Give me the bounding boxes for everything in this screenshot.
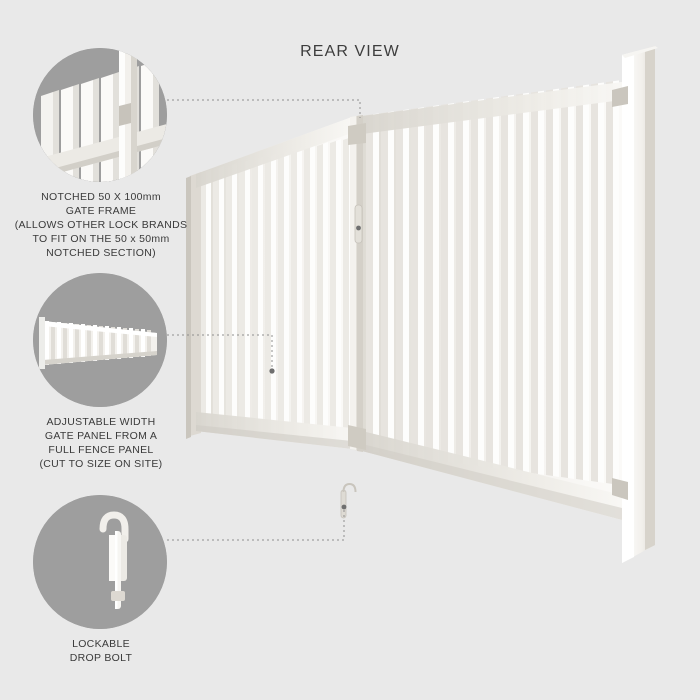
callout-lockable-drop-bolt: [33, 495, 167, 629]
lock-marker: [355, 205, 362, 243]
caption-line: NOTCHED SECTION): [46, 247, 156, 259]
caption-line: (ALLOWS OTHER LOCK BRANDS: [14, 219, 188, 231]
caption-line: DROP BOLT: [69, 652, 133, 664]
page-title: REAR VIEW: [300, 43, 400, 60]
caption-line: TO FIT ON THE 50 x 50mm: [32, 233, 170, 245]
right-gate-leaf: [362, 80, 622, 520]
callout-adjustable-width-gate-panel: [33, 273, 167, 407]
caption-line: GATE PANEL FROM A: [44, 430, 158, 442]
caption-line: NOTCHED 50 X 100mm: [41, 191, 161, 203]
callout-notched-gate-frame: [33, 48, 167, 182]
caption-line: GATE FRAME: [65, 205, 137, 217]
caption-line: LOCKABLE: [72, 638, 130, 650]
left-gate-leaf: [186, 117, 353, 449]
caption-line: (CUT TO SIZE ON SITE): [39, 458, 163, 470]
caption-lockable-drop-bolt: [0, 637, 216, 665]
drop-bolt-marker: [341, 484, 356, 518]
fence-panel-icon: [33, 273, 167, 407]
caption-notched-gate-frame: [0, 190, 216, 260]
gate-frame-detail-icon: [33, 48, 167, 182]
caption-adjustable-width-gate-panel: [0, 415, 216, 471]
drop-bolt-icon: [33, 495, 167, 629]
caption-line: ADJUSTABLE WIDTH: [46, 416, 156, 428]
caption-line: FULL FENCE PANEL: [48, 444, 154, 456]
